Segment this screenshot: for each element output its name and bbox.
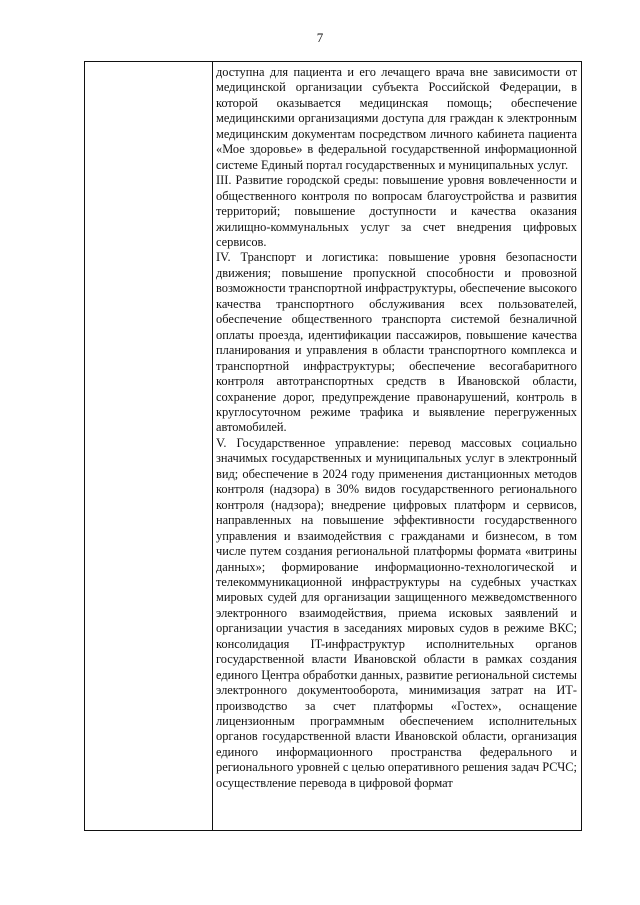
table-cell-left	[85, 62, 213, 830]
content-table	[84, 61, 582, 831]
paragraph-urban-environment: III. Развитие городской среды: повышение уровня вовлеченности и общественного контроля по вопросам благоустройства и развития территорий; повышение доступности и качества оказания жилищно-коммунальных услуг за счет внедрения цифровых сервисов.	[216, 173, 577, 249]
paragraph-healthcare-continuation: доступна для пациента и его лечащего врача вне зависимости от медицинской организации субъекта Российской Федерации, в которой оказывается медицинская помощь; обеспечение медицинскими организациями доступа для граждан к электронным медицинским документам посредством личного кабинета пациента «Мое здоровье» в федеральной государственной информационной системе Единый портал государственных и муниципальных услуг.	[216, 65, 577, 172]
page-number: 7	[316, 30, 324, 45]
paragraph-transport-logistics: IV. Транспорт и логистика: повышение уровня безопасности движения; повышение пропускной способности и провозной возможности транспортной инфраструктуры, обеспечение высокого качества транспортного обслуживания всех пользователей, обеспечение общественного транспорта системой безналичной оплаты проезда, идентификации пассажиров, повышение качества планирования и управления в области транспортного комплекса и транспортной инфраструктуры; обеспечение весогабаритного контроля автотранспортных средств в Ивановской области, сохранение дорог, предупреждение правонарушений, контроль в круглосуточном режиме трафика и выявление перегруженных автомобилей.	[216, 250, 577, 435]
paragraph-public-administration: V. Государственное управление: перевод массовых социально значимых государственных и муниципальных услуг в электронный вид; обеспечение в 2024 году применения дистанционных методов контроля (надзора) в 30% видов государственного регионального контроля (надзора); внедрение цифровых платформ и сервисов, направленных на повышение эффективности государственного управления и взаимодействия с гражданами и бизнесом, в том числе путем создания региональной платформы формата «витрины данных»; формирование информационно-технологической и телекоммуникационной инфраструктуры на судебных участках мировых судей для организации защищенного межведомственного электронного взаимодействия, приема исковых заявлений и организации участия в заседаниях мировых судов в режиме ВКС; консолидация IT-инфраструктур исполнительных органов государственной власти Ивановской области в рамках создания единого Центра обработки данных, развитие региональной системы электронного документооборота, минимизация затрат на ИТ-производство за счет платформы «Гостех», оснащение лицензионным программным обеспечением исполнительных органов государственной власти Ивановской области, организация единого информационного пространства федерального и регионального уровней с целью оперативного решения задач РСЧС; осуществление перевода в цифровой формат	[216, 435, 577, 790]
table-cell-right	[213, 62, 581, 830]
